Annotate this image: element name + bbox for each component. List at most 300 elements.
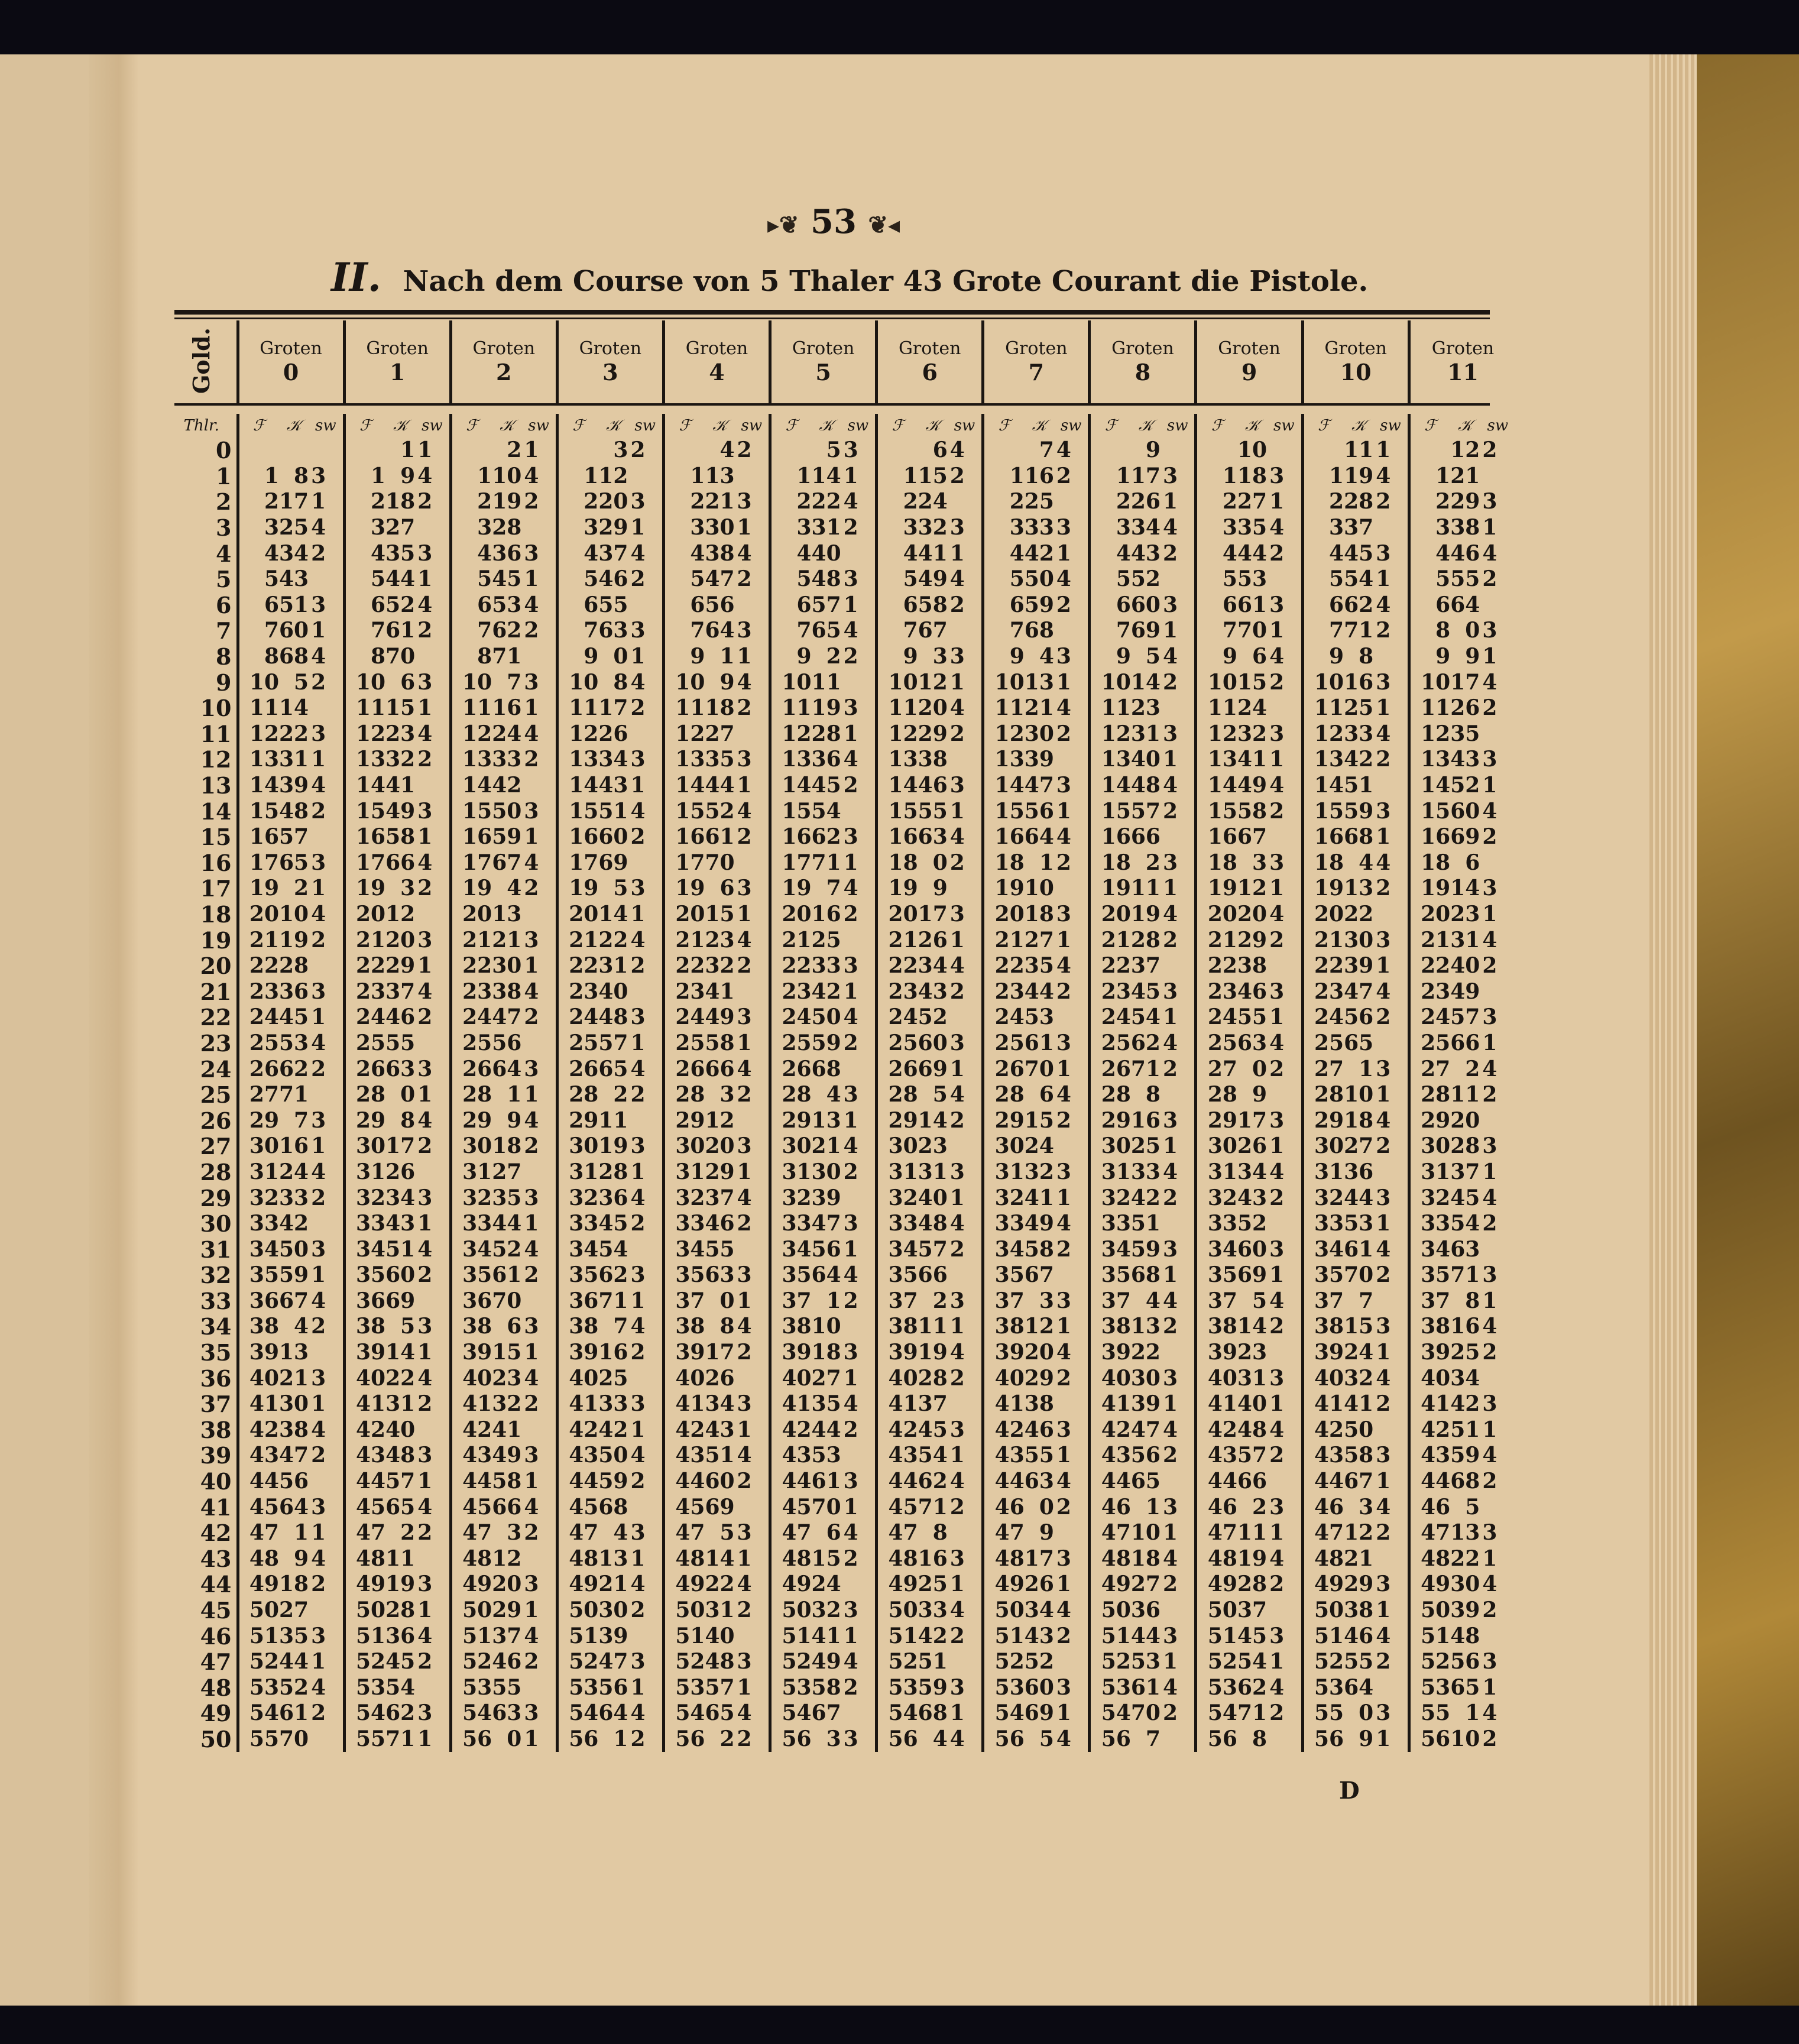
cell-schwaren: 1 xyxy=(737,515,752,540)
cell-schwaren: 2 xyxy=(1162,927,1178,953)
cell-thaler: 10 xyxy=(770,669,812,695)
cell-schwaren: 2 xyxy=(311,927,326,953)
cell-schwaren: 4 xyxy=(311,515,326,540)
cell-grote: 69 xyxy=(598,850,628,875)
cell-schwaren: 2 xyxy=(1482,1469,1497,1494)
row-label: 28 xyxy=(200,1159,232,1185)
cell-schwaren xyxy=(841,1185,877,1211)
cell-grote: 0 xyxy=(1039,1494,1054,1520)
cell-grote: 63 xyxy=(1450,1236,1480,1262)
cell-thaler: 48 xyxy=(344,1546,385,1572)
cell-thaler: 33 xyxy=(663,1211,705,1237)
cell-schwaren: 4 xyxy=(737,669,752,695)
cell-grote: 36 xyxy=(492,540,522,566)
cell-thaler: 15 xyxy=(1302,798,1344,824)
cell-thaler: 12 xyxy=(344,721,385,747)
cell-thaler: 31 xyxy=(770,1159,812,1185)
cell-thaler: 33 xyxy=(344,1211,385,1237)
cell-grote: 7 xyxy=(826,876,841,901)
cell-schwaren: 2 xyxy=(949,1365,965,1391)
cell-grote: 64 xyxy=(279,1494,309,1520)
cell-grote: 62 xyxy=(385,1700,416,1726)
cell-grote: 32 xyxy=(918,515,948,540)
cell-schwaren: 2 xyxy=(311,1700,326,1726)
cell-grote: 33 xyxy=(598,1391,628,1417)
cell-thaler: 43 xyxy=(663,1443,705,1469)
cell-schwaren: 1 xyxy=(1162,1520,1178,1546)
cell-schwaren xyxy=(1054,1391,1090,1417)
cell-schwaren: 4 xyxy=(843,1262,858,1288)
cell-grote: 59 xyxy=(1130,1236,1161,1262)
cell-thaler: 10 xyxy=(344,669,385,695)
cell-thaler: 37 xyxy=(1409,1288,1450,1314)
cell-thaler: 25 xyxy=(1090,1031,1131,1057)
cell-grote: 11 xyxy=(1130,876,1161,901)
cell-thaler: 30 xyxy=(1196,1133,1237,1159)
cell-schwaren: 3 xyxy=(1056,1159,1071,1184)
row-label: 33 xyxy=(200,1288,232,1314)
cell-grote: 69 xyxy=(918,1056,948,1081)
cell-schwaren: 1 xyxy=(1162,876,1178,901)
row-label: 39 xyxy=(200,1443,232,1469)
cell-schwaren: 1 xyxy=(843,1494,858,1520)
cell-grote: 51 xyxy=(1450,1417,1480,1442)
cell-schwaren: 1 xyxy=(1482,901,1497,927)
cell-thaler: 34 xyxy=(238,1236,279,1262)
cell-thaler: 49 xyxy=(450,1572,492,1598)
cell-schwaren: 3 xyxy=(737,1649,752,1674)
cell-schwaren: 1 xyxy=(737,901,752,927)
cell-grote: 57 xyxy=(385,1469,416,1494)
gold-label: Gold. xyxy=(188,327,215,394)
cell-thaler: 49 xyxy=(983,1572,1025,1598)
cell-grote: 9 xyxy=(1145,438,1161,463)
cell-schwaren: 3 xyxy=(630,747,646,772)
cell-thaler: 13 xyxy=(663,747,705,773)
cell-grote: 27 xyxy=(279,1598,309,1623)
cell-schwaren: 1 xyxy=(630,1546,646,1571)
cell-schwaren: 2 xyxy=(1269,1056,1285,1081)
cell-thaler: 22 xyxy=(770,953,812,979)
cell-thaler: 45 xyxy=(344,1494,385,1520)
left-ornament-icon: ▸❦ xyxy=(767,211,799,239)
cell-grote: 41 xyxy=(1344,1391,1374,1417)
cell-thaler: 50 xyxy=(663,1598,705,1624)
cell-grote: 51 xyxy=(918,1649,948,1674)
cell-schwaren xyxy=(628,850,663,876)
cell-thaler: 56 xyxy=(1090,1726,1131,1753)
cell-grote: 57 xyxy=(598,1030,628,1055)
cell-grote: 65 xyxy=(598,1056,628,1081)
cell-schwaren: 1 xyxy=(843,592,858,617)
cell-grote: 25 xyxy=(811,927,841,953)
cell-grote: 25 xyxy=(598,1365,628,1391)
cell-thaler: 56 xyxy=(1409,1726,1450,1753)
cell-thaler: 42 xyxy=(983,1417,1025,1443)
cell-schwaren: 2 xyxy=(524,747,539,772)
table-row xyxy=(167,1340,1515,1366)
cell-schwaren xyxy=(948,1262,983,1288)
cell-grote: 58 xyxy=(385,824,416,850)
cell-grote: 37 xyxy=(1130,953,1161,979)
cell-grote: 34 xyxy=(385,1185,416,1210)
cell-thaler: 38 xyxy=(238,1314,279,1340)
cell-thaler: 54 xyxy=(1196,1700,1237,1726)
cell-grote: 39 xyxy=(1344,953,1374,979)
cell-thaler: 34 xyxy=(663,1236,705,1262)
cell-grote: 50 xyxy=(492,798,522,824)
cell-thaler: 43 xyxy=(877,1443,918,1469)
groten-column-header xyxy=(238,320,344,403)
cell-grote: 67 xyxy=(279,1288,309,1313)
cell-grote: 32 xyxy=(385,747,416,772)
cell-schwaren: 3 xyxy=(1162,1236,1178,1262)
cell-grote: 14 xyxy=(279,695,309,721)
cell-grote: 45 xyxy=(385,1649,416,1674)
cell-schwaren xyxy=(309,824,344,850)
cell-thaler: 25 xyxy=(877,1031,918,1057)
cell-schwaren xyxy=(948,489,983,515)
cell-schwaren: 3 xyxy=(1056,773,1071,798)
cell-thaler: 5 xyxy=(238,566,279,592)
cell-grote: 41 xyxy=(385,773,416,798)
cell-schwaren xyxy=(1267,953,1302,979)
cell-thaler: 4 xyxy=(238,540,279,566)
cell-grote: 41 xyxy=(1024,1185,1054,1210)
cell-thaler: 22 xyxy=(344,953,385,979)
cell-grote: 31 xyxy=(705,1598,735,1623)
cell-thaler: 16 xyxy=(877,824,918,850)
cell-grote: 63 xyxy=(918,824,948,850)
cell-schwaren: 4 xyxy=(737,1572,752,1597)
cell-schwaren: 1 xyxy=(524,1726,539,1751)
cell-thaler: 41 xyxy=(1196,1391,1237,1417)
cell-thaler: 1 xyxy=(1196,464,1237,490)
cell-grote: 10 xyxy=(1450,1726,1480,1751)
cell-thaler: 49 xyxy=(1196,1572,1237,1598)
cell-thaler: 33 xyxy=(770,1211,812,1237)
cell-thaler: 27 xyxy=(1196,1056,1237,1082)
cell-thaler: 15 xyxy=(983,798,1025,824)
cell-schwaren: 3 xyxy=(843,824,858,850)
unit-grote-symbol: 𝒦 xyxy=(286,416,302,435)
cell-grote: 23 xyxy=(1130,695,1161,721)
cell-thaler: 52 xyxy=(344,1649,385,1675)
cell-thaler: 24 xyxy=(1090,1005,1131,1031)
row-label: 3 xyxy=(216,514,232,541)
cell-schwaren: 4 xyxy=(1056,1598,1071,1623)
cell-schwaren: 3 xyxy=(524,1056,539,1081)
cell-thaler: 19 xyxy=(344,876,385,902)
cell-grote: 60 xyxy=(1024,1674,1054,1700)
unit-schwaren-label: sw xyxy=(1166,417,1188,435)
cell-schwaren: 2 xyxy=(1376,1391,1391,1417)
unit-grote-symbol: 𝒦 xyxy=(1351,416,1366,435)
cell-grote: 43 xyxy=(1130,540,1161,566)
cell-thaler: 38 xyxy=(983,1314,1025,1340)
cell-grote: 44 xyxy=(279,1649,309,1674)
cell-schwaren: 3 xyxy=(417,798,433,824)
cell-schwaren xyxy=(628,721,663,747)
cell-grote: 22 xyxy=(705,1572,735,1597)
cell-grote: 28 xyxy=(1450,1133,1480,1159)
cell-grote: 37 xyxy=(918,1391,948,1417)
cell-grote: 15 xyxy=(492,1340,522,1365)
cell-schwaren: 3 xyxy=(1269,1365,1285,1391)
cell-grote: 7 xyxy=(294,1107,309,1133)
cell-grote: 59 xyxy=(918,1674,948,1700)
cell-grote: 8 xyxy=(1359,644,1374,669)
cell-thaler: 11 xyxy=(1196,695,1237,721)
cell-schwaren: 1 xyxy=(417,824,433,850)
cell-thaler: 4 xyxy=(770,540,812,566)
cell-grote: 0 xyxy=(507,1726,522,1751)
cell-thaler: 2 xyxy=(1196,489,1237,515)
cell-thaler: 9 xyxy=(663,644,705,670)
cell-thaler: 6 xyxy=(1302,592,1344,618)
cell-thaler: 3 xyxy=(1409,515,1450,541)
cell-schwaren xyxy=(948,1391,983,1417)
cell-thaler: 6 xyxy=(877,592,918,618)
cell-grote: 6 xyxy=(400,669,416,695)
groten-column-header xyxy=(1090,320,1196,403)
cell-schwaren: 4 xyxy=(417,1365,433,1391)
cell-schwaren xyxy=(1054,1649,1090,1675)
cell-schwaren: 2 xyxy=(1376,489,1391,514)
cell-grote: 42 xyxy=(1450,1391,1480,1417)
cell-grote: 31 xyxy=(385,1391,416,1417)
cell-grote: 14 xyxy=(385,1340,416,1365)
cell-schwaren xyxy=(1480,592,1515,618)
cell-schwaren: 4 xyxy=(949,438,965,463)
cell-schwaren: 1 xyxy=(1269,489,1285,514)
cell-schwaren: 3 xyxy=(1269,1107,1285,1133)
table-row xyxy=(167,1623,1515,1649)
cell-grote: 17 xyxy=(918,901,948,927)
cell-thaler: 45 xyxy=(557,1494,598,1520)
cell-thaler: 21 xyxy=(450,927,492,953)
cell-schwaren: 1 xyxy=(1376,953,1391,979)
cell-schwaren: 3 xyxy=(843,1211,858,1236)
cell-grote: 71 xyxy=(811,850,841,875)
cell-grote: 59 xyxy=(492,824,522,850)
cell-schwaren: 2 xyxy=(843,644,858,669)
table-row xyxy=(167,824,1515,850)
cell-thaler: 43 xyxy=(1409,1443,1450,1469)
cell-schwaren: 1 xyxy=(1269,618,1285,643)
cell-schwaren: 1 xyxy=(417,953,433,979)
unit-grote-symbol: 𝒦 xyxy=(606,416,621,435)
cell-grote: 36 xyxy=(598,1185,628,1210)
cell-schwaren: 1 xyxy=(1056,669,1071,695)
cell-schwaren xyxy=(1161,1082,1196,1108)
cell-grote: 70 xyxy=(492,1288,522,1313)
cell-thaler: 49 xyxy=(557,1572,598,1598)
cell-thaler: 21 xyxy=(1409,927,1450,953)
cell-thaler: 50 xyxy=(1302,1598,1344,1624)
cell-thaler: 51 xyxy=(983,1623,1025,1649)
cell-grote: 34 xyxy=(1024,1598,1054,1623)
cell-thaler: 39 xyxy=(1090,1340,1131,1366)
cell-thaler: 56 xyxy=(983,1726,1025,1753)
cell-grote: 20 xyxy=(385,927,416,953)
cell-grote: 29 xyxy=(1344,1572,1374,1597)
cell-schwaren: 4 xyxy=(1482,669,1497,695)
row-label: 50 xyxy=(200,1726,232,1753)
cell-grote: 13 xyxy=(1024,669,1054,695)
cell-grote: 15 xyxy=(385,695,416,721)
cell-grote: 32 xyxy=(811,1598,841,1623)
cell-grote: 45 xyxy=(492,566,522,592)
cell-thaler: 48 xyxy=(983,1546,1025,1572)
row-label: 41 xyxy=(200,1494,232,1520)
cell-grote: 1 xyxy=(1145,1494,1161,1520)
cell-thaler: 38 xyxy=(770,1314,812,1340)
cell-thaler: 49 xyxy=(770,1572,812,1598)
cell-grote: 8 xyxy=(613,669,628,695)
cell-schwaren: 4 xyxy=(1162,1288,1178,1313)
cell-grote: 35 xyxy=(811,1391,841,1417)
cell-grote: 44 xyxy=(811,1417,841,1442)
cell-thaler: 41 xyxy=(238,1391,279,1417)
cell-thaler: 22 xyxy=(450,953,492,979)
cell-thaler: 13 xyxy=(557,747,598,773)
cell-schwaren xyxy=(1161,566,1196,592)
cell-schwaren: 3 xyxy=(1482,1649,1497,1674)
cell-grote: 27 xyxy=(811,1365,841,1391)
cell-grote: 70 xyxy=(1344,1262,1374,1288)
cell-grote: 69 xyxy=(1237,1262,1268,1288)
cell-thaler: 6 xyxy=(344,592,385,618)
cell-schwaren xyxy=(1161,1598,1196,1624)
cell-grote: 32 xyxy=(705,953,735,979)
row-label: 23 xyxy=(200,1030,232,1057)
cell-schwaren: 3 xyxy=(1269,592,1285,617)
cell-grote: 2 xyxy=(1465,1056,1480,1081)
row-label: 8 xyxy=(216,643,232,670)
cell-thaler: 39 xyxy=(344,1340,385,1366)
cell-schwaren xyxy=(521,902,557,928)
cell-thaler: 23 xyxy=(557,979,598,1005)
cell-thaler: 20 xyxy=(983,902,1025,928)
cell-schwaren: 1 xyxy=(630,1159,646,1184)
cell-schwaren: 4 xyxy=(1162,773,1178,798)
cell-thaler: 30 xyxy=(983,1133,1025,1159)
cell-grote: 15 xyxy=(918,463,948,488)
cell-schwaren: 2 xyxy=(1056,1365,1071,1391)
cell-grote: 12 xyxy=(705,1107,735,1133)
cell-schwaren: 4 xyxy=(1376,592,1391,617)
cell-grote: 57 xyxy=(918,1236,948,1262)
cell-thaler: 28 xyxy=(1302,1082,1344,1108)
page-gutter xyxy=(89,54,139,2006)
cell-grote: 26 xyxy=(918,927,948,953)
cell-grote: 71 xyxy=(1130,1056,1161,1081)
cell-grote: 14 xyxy=(1237,1314,1268,1339)
cell-schwaren xyxy=(1054,489,1090,515)
cell-thaler: 24 xyxy=(770,1005,812,1031)
cell-grote: 28 xyxy=(279,953,309,979)
cell-schwaren: 3 xyxy=(949,1546,965,1571)
cell-thaler: 20 xyxy=(877,902,918,928)
row-label: 17 xyxy=(200,876,232,902)
cell-thaler: 21 xyxy=(983,927,1025,953)
cell-schwaren: 3 xyxy=(949,1417,965,1442)
cell-thaler: 44 xyxy=(1196,1469,1237,1495)
cell-grote: 9 xyxy=(400,463,416,488)
cell-schwaren: 3 xyxy=(1482,1391,1497,1417)
cell-grote: 46 xyxy=(492,1649,522,1674)
cell-grote: 14 xyxy=(918,1107,948,1133)
cell-thaler: 28 xyxy=(770,1082,812,1108)
cell-grote: 67 xyxy=(1344,1469,1374,1494)
cell-grote: 42 xyxy=(492,773,522,798)
cell-thaler: 33 xyxy=(557,1211,598,1237)
cell-schwaren: 2 xyxy=(1482,1082,1497,1107)
cell-grote: 33 xyxy=(492,747,522,772)
cell-thaler: 22 xyxy=(1302,953,1344,979)
cell-schwaren xyxy=(1054,747,1090,773)
cell-schwaren: 3 xyxy=(1269,721,1285,746)
cell-thaler: 42 xyxy=(770,1417,812,1443)
cell-thaler: 30 xyxy=(877,1133,918,1159)
cell-schwaren: 3 xyxy=(737,1391,752,1417)
cell-schwaren: 3 xyxy=(737,1133,752,1159)
groten-label: Groten xyxy=(1111,338,1174,359)
cell-schwaren: 4 xyxy=(524,1494,539,1520)
cell-schwaren xyxy=(841,669,877,695)
cell-grote: 6 xyxy=(1252,644,1268,669)
cell-schwaren: 3 xyxy=(1482,876,1497,901)
cell-grote: 19 xyxy=(918,1340,948,1365)
cell-schwaren: 2 xyxy=(737,695,752,721)
unit-pistole-symbol: ℱ xyxy=(344,414,385,438)
cell-schwaren: 2 xyxy=(843,515,858,540)
cell-grote: 70 xyxy=(279,1726,309,1751)
cell-schwaren xyxy=(948,1133,983,1159)
cell-grote: 8 xyxy=(1252,1726,1268,1751)
cell-grote: 25 xyxy=(279,515,309,540)
cell-grote: 52 xyxy=(1130,566,1161,592)
cell-thaler: 56 xyxy=(877,1726,918,1753)
cell-grote: 5 xyxy=(719,1520,735,1546)
cell-grote: 61 xyxy=(492,1262,522,1288)
cell-grote: 60 xyxy=(705,1469,735,1494)
cell-thaler: 18 xyxy=(877,850,918,876)
cell-grote: 53 xyxy=(1024,1005,1054,1030)
cell-thaler: 31 xyxy=(557,1159,598,1185)
cell-thaler: 53 xyxy=(770,1675,812,1701)
cell-schwaren: 1 xyxy=(1482,1546,1497,1571)
cell-schwaren: 2 xyxy=(630,1211,646,1236)
cell-schwaren xyxy=(309,695,344,721)
cell-grote: 65 xyxy=(385,1494,416,1520)
cell-thaler: 11 xyxy=(1090,695,1131,721)
cell-schwaren: 4 xyxy=(417,463,433,488)
gold-corner-cell xyxy=(167,320,238,403)
unit-row xyxy=(167,414,1515,438)
cell-thaler: 5 xyxy=(450,566,492,592)
cell-thaler: 43 xyxy=(450,1443,492,1469)
cell-grote: 2 xyxy=(613,1082,628,1107)
groten-label: Groten xyxy=(792,338,855,359)
cell-schwaren xyxy=(735,464,770,490)
cell-grote: 11 xyxy=(1237,1520,1268,1546)
cell-thaler: 32 xyxy=(344,1185,385,1211)
cell-grote: 68 xyxy=(918,1700,948,1726)
cell-grote: 16 xyxy=(279,1133,309,1159)
cell-thaler: 49 xyxy=(238,1572,279,1598)
